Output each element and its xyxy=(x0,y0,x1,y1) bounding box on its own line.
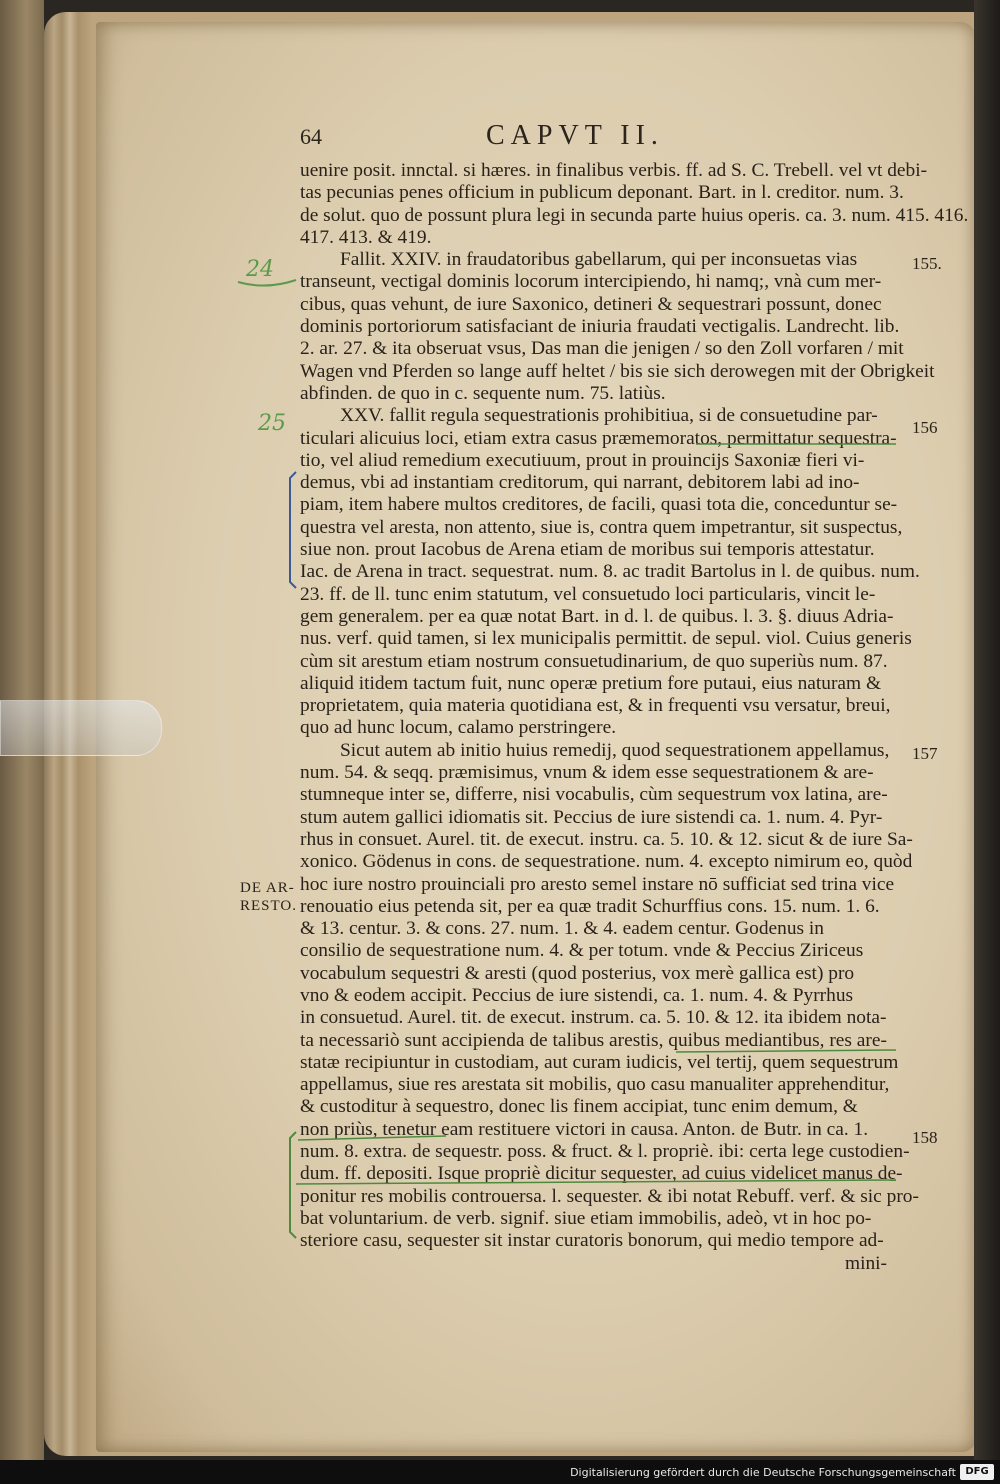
text-line: cùm sit arestum etiam nostrum consuetudinarium, de quo superiùs num. 87. xyxy=(300,650,888,672)
text-line: in consuetud. Aurel. tit. de execut. instrum. ca. 5. 10. & 12. ita ibidem nota- xyxy=(300,1007,887,1029)
text-line: vocabulum sequestri & aresti (quod posterius, vox merè gallica est) pro xyxy=(300,962,855,984)
plastic-clip xyxy=(0,700,162,756)
text-line: ta necessariò sunt accipienda de talibus arestis, quibus mediantibus, res are- xyxy=(300,1029,887,1051)
margin-note: RESTO. xyxy=(240,898,297,914)
text-line: & 13. centur. 3. & cons. 27. num. 1. & 4. eadem centur. Godenus in xyxy=(300,918,825,940)
text-line: gem generalem. per ea quæ notat Bart. in d. l. de quibus. l. 3. §. diuus Adria- xyxy=(300,605,894,627)
text-line: bat voluntarium. de verb. signif. siue etiam immobilis, adeò, vt in hoc po- xyxy=(300,1207,872,1229)
dfg-logo: DFG xyxy=(960,1464,994,1480)
page-number: 64 xyxy=(300,124,322,149)
facing-page-edge xyxy=(974,0,1000,1460)
text-line: mini- xyxy=(845,1252,888,1274)
margin-note: DE AR- xyxy=(240,880,295,896)
text-line: Fallit. XXIV. in fraudatoribus gabellarum, qui per inconsuetas vias xyxy=(340,249,858,271)
text-line: Wagen vnd Pferden so lange auff heltet / bis sie sich derowegen mit der Obrigkeit xyxy=(300,360,935,382)
text-line: siue non. prout Iacobus de Arena etiam de moribus sui temporis attestatur. xyxy=(300,539,875,561)
text-line: rhus in consuet. Aurel. tit. de execut. instru. ca. 5. 10. & 12. sicut & de iure Sa- xyxy=(300,828,913,850)
green-underlines xyxy=(296,420,920,1220)
text-line: proprietatem, quia materia quotidiana est, & in frequenti vsu versatur, breui, xyxy=(300,695,891,717)
text-line: Sicut autem ab initio huius remedij, quod sequestrationem appellamus, xyxy=(340,739,890,761)
text-line: uenire posit. innctal. si hæres. in finalibus verbis. ff. ad S. C. Trebell. vel vt debi- xyxy=(300,160,928,181)
text-line: piam, item habere multos creditores, de facili, quasi tota die, conceduntur se- xyxy=(300,494,898,516)
text-line: steriore casu, sequester sit instar curatoris bonorum, qui medio tempore ad- xyxy=(300,1230,884,1252)
text-line: num. 54. & seqq. præmisimus, vnum & idem esse sequestrationem & are- xyxy=(300,762,874,784)
text-line: & custoditur à sequestro, donec lis finem accipiat, tunc enim demum, & xyxy=(300,1096,858,1118)
text-line: de solut. quo de possunt plura legi in secunda parte huius operis. ca. 3. num. 415. 416. xyxy=(300,204,969,226)
text-line: nus. verf. quid tamen, si lex municipalis permittit. de sepul. viol. Cuius generis xyxy=(300,628,912,650)
text-line: hoc iure nostro prouinciali pro aresto semel instare nō sufficiat sed trina vice xyxy=(300,873,895,895)
text-line: appellamus, siue res arestata sit mobilis, quo casu manualiter apprehenditur, xyxy=(300,1074,890,1096)
margin-number: 155. xyxy=(912,254,942,273)
text-line: 417. 413. & 419. xyxy=(300,226,432,248)
text-line: ponitur res mobilis controuersa. l. sequester. & ibi notat Rebuff. verf. & sic pro- xyxy=(300,1185,919,1207)
text-line: dominis portoriorum satisfaciant de iniuria fraudati vectigalis. Landrecht. lib. xyxy=(300,316,900,338)
text-line: stumneque inter se, differre, nisi vocabulis, cùm sequestrum vox latina, are- xyxy=(300,784,888,806)
text-line: renouatio eius petenda sit, per ea quæ tradit Schurffius cons. 15. num. 1. 6. xyxy=(300,895,880,917)
text-line: tas pecunias penes officium in publicum deponant. Bart. in l. creditor. num. 3. xyxy=(300,182,904,204)
text-line: ticulari alicuius loci, etiam extra casus præmemoratos, permittatur sequestra- xyxy=(300,427,897,449)
running-head: CAPVT II. xyxy=(486,120,664,151)
text-line: transeunt, vectigal dominis locorum intercipiendo, hi namq;, vnà cum mer- xyxy=(300,271,882,293)
text-line: demus, vbi ad instantiam creditorum, qui narrant, debitorem labi ad ino- xyxy=(300,472,860,494)
text-line: 23. ff. de ll. tunc enim statutum, vel consuetudo loci particularis, vincit le- xyxy=(300,583,876,605)
margin-number: 157 xyxy=(912,744,938,763)
funding-notice: Digitalisierung gefördert durch die Deutsche Forschungsgemeinschaft xyxy=(570,1466,956,1479)
text-line: dum. ff. depositi. Isque propriè dicitur sequester, ad cuius videlicet manus de- xyxy=(300,1163,903,1185)
text-line: quo ad hunc locum, calamo perstringere. xyxy=(300,717,617,739)
margin-number: 158 xyxy=(912,1128,938,1147)
text-line: Iac. de Arena in tract. sequestrat. num. 8. ac tradit Bartolus in l. de quibus. num. xyxy=(300,561,920,583)
annotation-number: 24 xyxy=(246,257,274,282)
text-line: num. 8. extra. de sequestr. poss. & fruct. & l. propriè. ibi: certa lege custodien- xyxy=(300,1141,910,1163)
page-header xyxy=(300,120,920,160)
text-line: 2. ar. 27. & ita obseruat vsus, Das man die jenigen / so den Zoll vorfaren / mit xyxy=(300,338,904,360)
text-line: non priùs, tenetur eam restituere victori in causa. Anton. de Butr. in ca. 1. xyxy=(300,1118,869,1140)
green-pencil-annotation-24 xyxy=(236,252,300,292)
text-line: consilio de sequestratione num. 4. & per totum. vnde & Peccius Ziriceus xyxy=(300,940,864,962)
digitization-footer xyxy=(0,1460,1000,1484)
text-line: questra vel aresta, non attento, siue is, contra quem impetrantur, sit suspectus, xyxy=(300,516,903,538)
margin-number: 156 xyxy=(912,418,938,437)
text-line: vno & eodem accipit. Peccius de iure sistendi, ca. 1. num. 4. & Pyrrhus xyxy=(300,984,854,1006)
annotation-number: 25 xyxy=(258,411,286,436)
text-line: XXV. fallit regula sequestrationis prohibitiua, si de consuetudine par- xyxy=(340,405,878,427)
text-line: xonico. Gödenus in cons. de sequestratione. num. 4. excepto nimirum eo, quòd xyxy=(300,851,913,873)
text-line: statæ recipiuntur in custodiam, aut curam iudicis, vel tertij, quem sequestrum xyxy=(300,1051,899,1073)
text-line: abfinden. de quo in c. sequente num. 75. latiùs. xyxy=(300,382,666,404)
text-line: cibus, quas vehunt, de iure Saxonico, detineri & sequestrari possunt, donec xyxy=(300,293,882,315)
green-bracket-lower xyxy=(282,1130,302,1240)
text-line: stum autem gallici idiomatis sit. Peccius de iure sistendi ca. 1. num. 4. Pyr- xyxy=(300,806,883,828)
text-line: aliquid itidem tactum fuit, nunc operæ pretium fore putaui, eius naturam & xyxy=(300,672,882,694)
text-line: tio, vel aliud remedium executiuum, prout in prouincijs Saxoniæ fieri vi- xyxy=(300,449,865,471)
